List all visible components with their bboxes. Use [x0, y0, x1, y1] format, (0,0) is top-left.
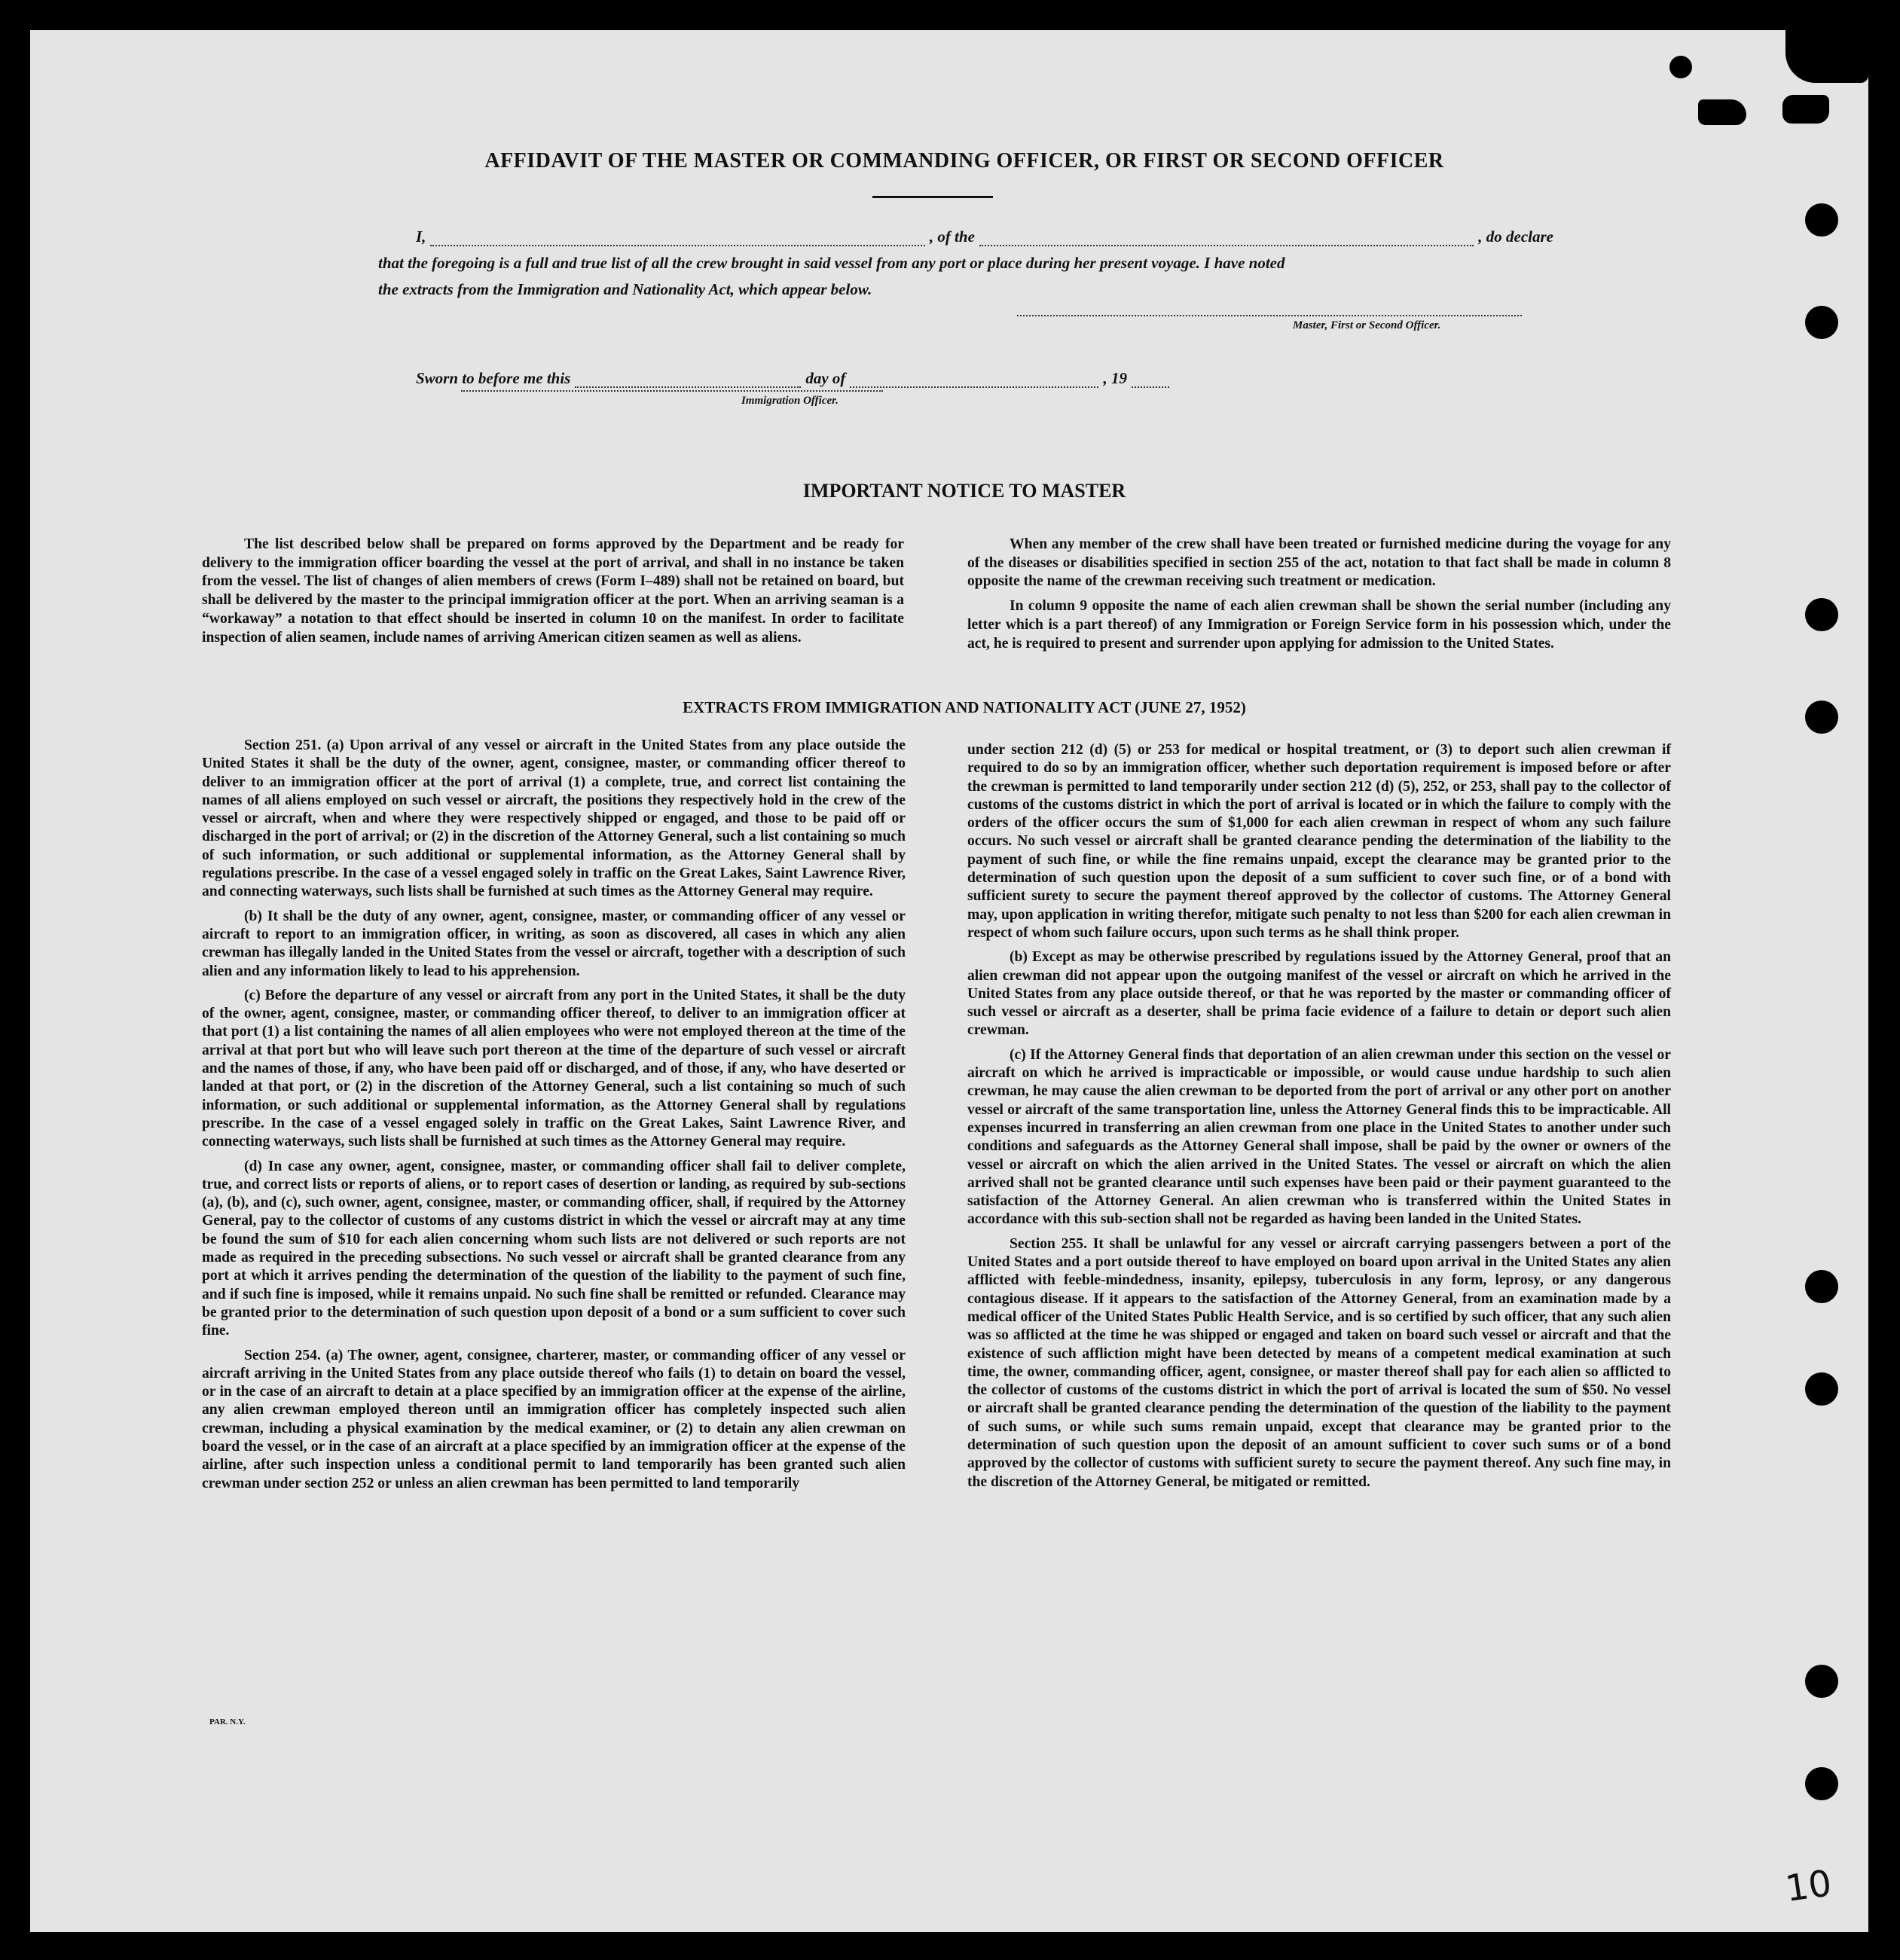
extracts-title: EXTRACTS FROM IMMIGRATION AND NATIONALITY ACT (JUNE 27, 1952)	[683, 698, 1246, 716]
binder-hole	[1805, 1665, 1838, 1698]
section-254a: Section 254. (a) The owner, agent, consignee, charterer, master, or commanding officer of any vessel or aircraft arriving in the United States from any place outside thereof who fails (1) to detain on board the vessel, or in the case of an aircraft to detain at a place specified by an immigration officer at the expense of the airline, any alien crewman employed thereon until an immigration officer has completely inspected such alien crewman, including a physical examination by the medical examiner, or (2) to detain any alien crewman on board the vessel, or in the case of an aircraft at a place specified by an immigration officer at the expense of the airline, after such inspection unless a conditional permit to land temporarily has been granted such alien crewman under section 252 or unless an alien crewman has been permitted to land temporarily	[202, 1347, 906, 1491]
declaration-i: I,	[416, 227, 426, 246]
binder-hole	[1805, 1767, 1838, 1800]
vessel-blank	[979, 234, 1474, 246]
notice-paragraph: The list described below shall be prepared on forms approved by the Department and be ready for delivery to the immigration officer boarding the vessel at the port of arrival, and shall in no instance be taken from the vessel. The list of changes of alien members of crews (Form I–489) shall not be retained on board, but shall be delivered by the master to the principal immigration officer at the port. When an arriving seaman is a “workaway” a notation to that effect should be inserted in column 10 on the manifest. In order to facilitate inspection of alien seamen, include names of arriving American citizen seamen as well as aliens.	[202, 536, 904, 646]
day-blank	[575, 376, 801, 388]
year-blank	[1132, 376, 1169, 388]
section-254c: (c) If the Attorney General finds that deportation of an alien crewman under this section on the vessel or aircraft on which he arrived is impracticable or impossible, or would cause undue hardship to such alien crewman, he may cause the alien crewman to be deported from the port of arrival or any other port on another vessel or aircraft of the same transportation line, unless the Attorney General finds this to be impracticable. All expenses incurred in transferring an alien crewman from one place in the United States to another under such conditions and safeguards as the Attorney General shall impose, shall be paid by the owner or owners of the vessel or aircraft on which the alien arrived in the United States. The vessel or aircraft on which the alien arrived shall not be granted clearance until such expenses have been paid or their payment guaranteed to the satisfaction of the Attorney General. An alien crewman who is transferred within the United States in accordance with this sub-section shall not be regarded as having been landed in the United States.	[967, 1046, 1671, 1228]
binder-hole	[1805, 598, 1838, 631]
section-251b: (b) It shall be the duty of any owner, agent, consignee, master, or commanding officer of any vessel or aircraft to report to an immigration officer, in writing, as soon as discovered, all cases in which any alien crewman has illegally landed in the United States from the vessel or aircraft, together with a description of such alien and any information likely to lead to his apprehension.	[202, 908, 906, 979]
sworn-day-of: day of	[805, 369, 846, 387]
section-251a: Section 251. (a) Upon arrival of any vessel or aircraft in the United States from any place outside the United States it shall be the duty of the owner, agent, consignee, master, or commanding officer thereof to deliver to an immigration officer at the port of arrival (1) a complete, true, and correct list containing the names of all aliens employed on such vessel or aircraft, the positions they respectively hold in the crew of the vessel or aircraft, when and where they were respectively shipped or engaged, and those to be paid off or discharged in the port of arrival; or (2) in the discretion of the Attorney General, such a list containing so much of such information, or such additional or supplemental information, as the Attorney General shall by regulations prescribe. In the case of a vessel engaged solely in traffic on the Great Lakes, Saint Lawrence River, and connecting waterways, such lists shall be furnished at such times as the Attorney General may require.	[202, 737, 906, 900]
master-signature-caption: Master, First or Second Officer.	[1293, 319, 1441, 331]
statement-line: that the foregoing is a full and true list of all the crew brought in said vessel from any port or place during her present voyage. I have noted	[378, 254, 1285, 272]
torn-corner-mark	[1698, 99, 1746, 125]
extracts-right-column	[967, 741, 1671, 1491]
notice-paragraph: In column 9 opposite the name of each alien crewman shall be shown the serial number (including any letter which is a part thereof) of any Immigration or Foreign Service form in his possession which, under the act, he is required to present and surrender upon applying for admission to the United States.	[967, 598, 1671, 652]
notice-left-column	[202, 536, 904, 647]
binder-hole	[1805, 306, 1838, 339]
affidavit-title: AFFIDAVIT OF THE MASTER OR COMMANDING OFFICER, OR FIRST OR SECOND OFFICER	[484, 149, 1444, 172]
notice-title: IMPORTANT NOTICE TO MASTER	[802, 480, 1126, 502]
declaration-statement	[378, 250, 1553, 303]
immigration-officer-caption: Immigration Officer.	[741, 395, 839, 407]
title-underline	[872, 196, 993, 198]
sworn-line	[416, 369, 1267, 388]
extracts-left-column	[202, 737, 906, 1493]
section-254a-continued: under section 212 (d) (5) or 253 for medical or hospital treatment, or (3) to deport such alien crewman if required to do so by an immigration officer, whether such deportation requirement is imposed before or after the crewman is permitted to land temporarily under section 212 (d) (5), 252, or 253, shall pay to the collector of customs of the customs district in which the port of arrival is located or in which the failure to comply with the orders of the officer occurs the sum of $1,000 for each alien crewman in respect of whom any such failure occurs. No such vessel or aircraft shall be granted clearance pending the determination of the liability to the payment of such fine, or while the fine remains unpaid, except the clearance may be granted prior to the determination of such question upon the deposit of a sum sufficient to cover such fine, or of a bond with sufficient surety to secure the payment thereof approved by the collector of customs. The Attorney General may, upon application in writing therefor, mitigate such penalty to not less than $200 for each alien crewman in respect of whom such failure occurs, upon such terms as he shall think proper.	[967, 742, 1671, 941]
binder-hole	[1805, 203, 1838, 237]
sworn-prefix: Sworn to before me this	[416, 369, 571, 387]
binder-hole	[1669, 56, 1692, 78]
declaration-do-declare: , do declare	[1478, 227, 1553, 246]
binder-hole	[1805, 1372, 1838, 1406]
notice-right-column	[967, 536, 1671, 653]
section-254b: (b) Except as may be otherwise prescribed by regulations issued by the Attorney General, proof that an alien crewman did not appear upon the outgoing manifest of the vessel or aircraft on which he arrived in the United States from any place outside thereof, or that he was reported by the master or commanding officer of such vessel or aircraft as a deserter, shall be prima facie evidence of a failure to detain or deport such alien crewman.	[967, 949, 1671, 1039]
torn-corner-mark	[1785, 30, 1868, 83]
declaration-of-the: , of the	[929, 227, 975, 246]
torn-corner-mark	[1782, 95, 1829, 124]
section-251d: (d) In case any owner, agent, consignee, master, or commanding officer shall fail to deliver complete, true, and correct lists or reports of aliens, or to report cases of desertion or landing, as required by sub-sections (a), (b), and (c), such owner, agent, consignee, master, or commanding officer, shall, if required by the Attorney General, pay to the collector of customs of any customs district in which the vessel or aircraft may at any time be found the sum of $10 for each alien concerning whom such lists are not delivered or such reports are not made as required in the preceding subsections. No such vessel or aircraft shall be granted clearance from any port at which it arrives pending the determination of the question of the liability to the payment of such fine, and if such fine is imposed, while it remains unpaid. No such fine shall be remitted or refunded. Clearance may be granted prior to the determination of such question upon deposit of a bond or a sum sufficient to cover such fine.	[202, 1158, 906, 1339]
printer-imprint: PAR. N.Y.	[209, 1717, 246, 1726]
section-255: Section 255. It shall be unlawful for any vessel or aircraft carrying passengers between a port of the United States and a port outside thereof to have employed on board upon arrival in the United States any alien afflicted with feeble-mindedness, insanity, epilepsy, tuberculosis in any form, leprosy, or any dangerous contagious disease. If it appears to the satisfaction of the Attorney General, from an examination made by a medical officer of the United States Public Health Service, and is so certified by such officer, that any such alien was so afflicted at the time he was shipped or engaged and taken on board such vessel or aircraft and that the existence of such affliction might have been detected by means of a competent medical examination at such time, the owner, commanding officer, agent, consignee, or master thereof shall pay for each alien so afflicted to the collector of customs of the customs district in which the port of arrival is located the sum of $50. No vessel or aircraft shall be granted clearance pending the determination of the question of the liability to the payment of such sums, or while such sums remain unpaid, except that clearance may be granted prior to the determination of such question upon the deposit of an amount sufficient to cover such sums or of a bond approved by the collector of customs with sufficient surety to secure the payment thereof. Any such fine may, in the discretion of the Attorney General, be mitigated or remitted.	[967, 1235, 1671, 1490]
statement-line: the extracts from the Immigration and Nationality Act, which appear below.	[378, 280, 872, 298]
declaration-line	[416, 227, 1553, 246]
master-signature-line	[1017, 315, 1522, 316]
month-blank	[850, 376, 1098, 388]
section-251c: (c) Before the departure of any vessel or aircraft from any port in the United States, it shall be the duty of the owner, agent, consignee, master, or commanding officer thereof, to deliver to an immigration officer at that port (1) a list containing the names of all alien employees who were not employed thereon at the time of the arrival at that port but who will leave such port thereon at the time of the departure of such vessel or aircraft and the names of those, if any, who have been paid off or discharged, and of those, if any, who have deserted or landed at that port, or (2) in the discretion of the Attorney General, such a list containing so much of such information, or such additional or supplemental information, as the Attorney General shall by regulations prescribe. In the case of a vessel engaged solely in traffic on the Great Lakes, Saint Lawrence River, and connecting waterways, such lists shall be furnished at such times as the Attorney General may require.	[202, 987, 906, 1150]
binder-hole	[1805, 701, 1838, 734]
document-page	[30, 30, 1868, 1932]
handwritten-page-number: 10	[1782, 1862, 1834, 1910]
binder-hole	[1805, 1270, 1838, 1303]
immigration-officer-signature-line	[461, 390, 883, 392]
notice-paragraph: When any member of the crew shall have been treated or furnished medicine during the voyage for any of the diseases or disabilities specified in section 255 of the act, notation to that fact shall be made in column 8 opposite the name of the crewman receiving such treatment or medication.	[967, 536, 1671, 590]
name-blank	[430, 234, 924, 246]
sworn-year: , 19	[1103, 369, 1127, 387]
